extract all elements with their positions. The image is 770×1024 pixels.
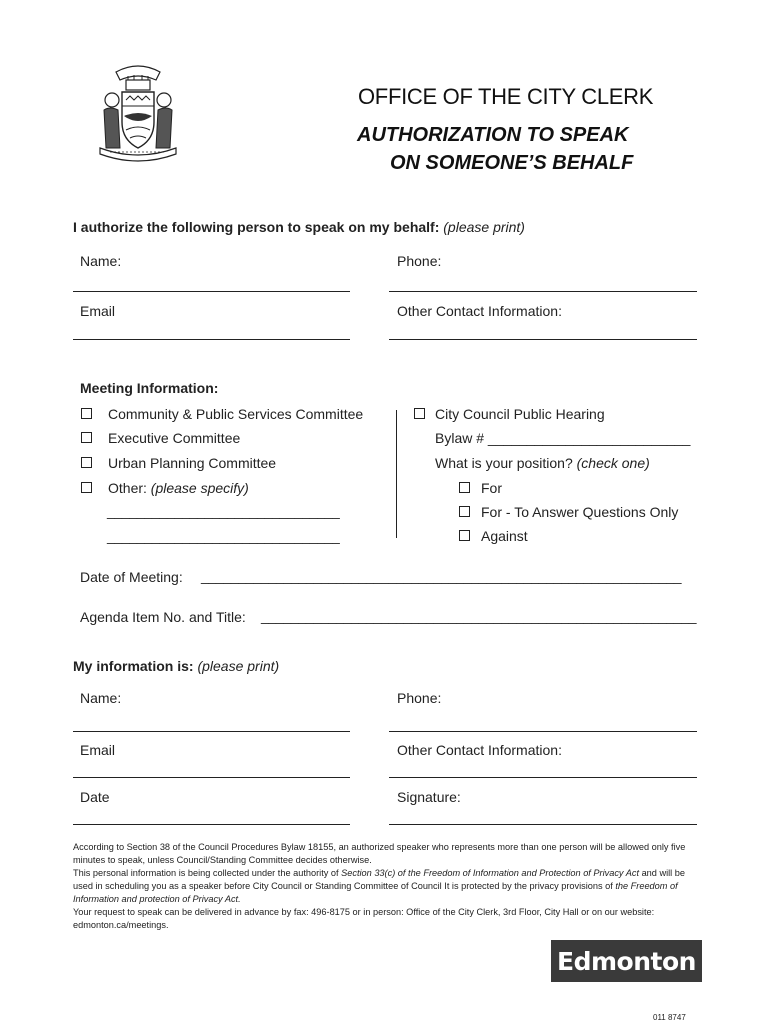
date-of-meeting-label: Date of Meeting: (80, 569, 183, 585)
position-against-label: Against (481, 528, 528, 544)
my-name-label: Name: (80, 690, 122, 706)
committee-1-label: Community & Public Services Committee (108, 406, 364, 422)
position-question (435, 455, 650, 471)
other-specify-line-2[interactable]: _______________________________ (107, 529, 340, 544)
other-label-note: (please specify) (150, 480, 249, 496)
authorize-heading-text: I authorize the following person to speak on my behalf: (73, 219, 440, 235)
my-signature-field[interactable] (389, 824, 697, 825)
my-date-label: Date (80, 789, 110, 805)
city-crest-logo (96, 58, 180, 162)
checkbox-public-hearing[interactable] (414, 408, 425, 419)
office-title: OFFICE OF THE CITY CLERK (358, 84, 654, 109)
bylaw-label-text: Bylaw # (435, 430, 485, 446)
my-email-field[interactable] (73, 777, 350, 778)
delivery-instructions: Your request to speak can be delivered in advance by fax: 496-8175 or in person: Office of the City Clerk, 3rd Floor, City Hall or on our website: edmonton.ca/meetings. (73, 907, 655, 930)
other-specify-line-1[interactable]: _______________________________ (107, 504, 340, 519)
my-other-contact-field[interactable] (389, 777, 697, 778)
agenda-item-label: Agenda Item No. and Title: (80, 609, 246, 625)
my-phone-field[interactable] (389, 731, 697, 732)
public-hearing-label: City Council Public Hearing (435, 406, 605, 422)
my-info-heading-text: My information is: (73, 658, 194, 674)
committee-3-label: Urban Planning Committee (108, 455, 277, 471)
my-other-contact-label: Other Contact Information: (397, 742, 562, 758)
form-number: 011 8747 (653, 1013, 686, 1022)
delegate-phone-field[interactable] (389, 291, 697, 292)
checkbox-other[interactable] (81, 482, 92, 493)
position-questions-label: For - To Answer Questions Only (481, 504, 679, 520)
authorize-heading-note: (please print) (443, 219, 525, 235)
column-divider (396, 410, 397, 538)
checkbox-committee-2[interactable] (81, 432, 92, 443)
edmonton-logo-text: Edmonton (557, 946, 696, 976)
privacy-notice-c: and will be used in scheduling you as a speaker before City Council or Standing Committee of Council It is protected by the privacy provisions of (73, 868, 685, 891)
authorize-heading (73, 219, 525, 235)
delegate-other-contact-field[interactable] (389, 339, 697, 340)
delegate-email-label: Email (80, 303, 116, 319)
checkbox-committee-1[interactable] (81, 408, 92, 419)
delegate-phone-label: Phone: (397, 253, 442, 269)
my-name-field[interactable] (73, 731, 350, 732)
bylaw-number-field[interactable]: __________________________ (487, 430, 691, 446)
delegate-name-field[interactable] (73, 291, 350, 292)
position-for-label: For (481, 480, 502, 496)
privacy-notice-d: the Freedom of Information and protection of Privacy Act. (73, 881, 678, 904)
form-title-line1: AUTHORIZATION TO SPEAK (357, 124, 629, 146)
delegate-name-label: Name: (80, 253, 122, 269)
checkbox-position-against[interactable] (459, 530, 470, 541)
checkbox-position-for[interactable] (459, 482, 470, 493)
privacy-notice-b: Section 33(c) of the Freedom of Information and Protection of Privacy Act (341, 868, 640, 878)
meeting-info-heading: Meeting Information: (80, 380, 219, 396)
checkbox-committee-3[interactable] (81, 457, 92, 468)
my-phone-label: Phone: (397, 690, 442, 706)
position-question-note: (check one) (576, 455, 650, 471)
my-email-label: Email (80, 742, 116, 758)
privacy-notice-a: This personal information is being collected under the authority of (73, 868, 342, 878)
checkbox-position-questions[interactable] (459, 506, 470, 517)
other-committee-label (108, 480, 249, 496)
form-title-line2: ON SOMEONE’S BEHALF (390, 152, 634, 174)
speaking-time-note: According to Section 38 of the Council Procedures Bylaw 18155, an authorized speaker who represents more than one person will be allowed only five minutes to speak, unless Council/Standing Committee decides otherwise. (73, 842, 686, 865)
agenda-item-field[interactable]: __________________________________________________________ (261, 609, 697, 624)
other-label-text: Other: (108, 480, 147, 496)
position-question-text: What is your position? (435, 455, 573, 471)
delegate-other-contact-label: Other Contact Information: (397, 303, 562, 319)
my-signature-label: Signature: (397, 789, 461, 805)
edmonton-logo (551, 940, 702, 982)
delegate-email-field[interactable] (73, 339, 350, 340)
my-date-field[interactable] (73, 824, 350, 825)
bylaw-label (435, 430, 690, 446)
date-of-meeting-field[interactable]: ________________________________________________________________ (201, 569, 682, 584)
my-info-heading-note: (please print) (197, 658, 280, 674)
committee-2-label: Executive Committee (108, 430, 241, 446)
privacy-notice (73, 867, 698, 906)
my-info-heading (73, 658, 279, 674)
